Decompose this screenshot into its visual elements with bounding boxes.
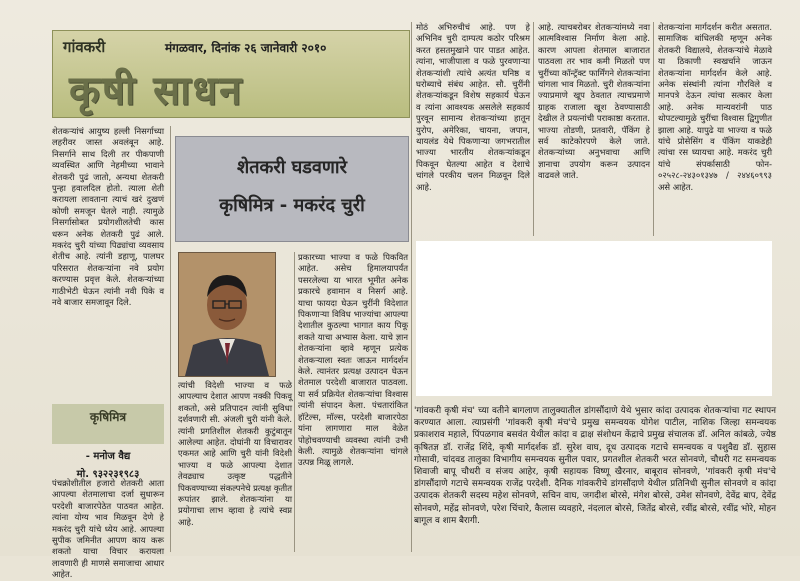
- column-divider: [294, 252, 295, 552]
- newspaper-brand: गांवकरी: [63, 38, 106, 56]
- issue-date: मंगळवार, दिनांक २६ जानेवारी २०१०: [165, 41, 327, 55]
- column-divider: [533, 22, 534, 236]
- column-label: कृषिमित्र: [89, 410, 127, 424]
- article-column-right-2: आहे. त्याचबरोबर शेतकऱ्यांमध्ये नवा आत्मविश्वास निर्माण केला आहे. कारण आपला शेतमाल बाजारात पाठवला तर भाव कमी मिळतो पण चुरींच्या कॉन्ट्रॅक्ट फार्मिंगने शेतकऱ्यांना चांगला भाव मिळतो. चुरी शेतकऱ्यांना ज्याप्रमाणे खूप ठेवतात त्याचप्रमाणे ग्राहक राजाला खूश ठेवण्यासाठी देखील ते प्रयत्नांची पराकाष्ठा करतात. भाज्या तोडणी, प्रतवारी, पॅकिंग हे सर्व काटेकोरपणे केले जाते. शेतकऱ्यांच्या अनुभवाचा आणि ज्ञानाचा उपयोग करून उत्पादन वाढवले जाते.: [538, 22, 650, 181]
- author-phone: मो. ९३२२३१९८३: [76, 469, 140, 480]
- article-column-right-3: शेतकऱ्यांना मार्गदर्शन करीत असतात. सामाजिक बांधिलकी म्हणून अनेक शेतकरी विद्यालये, शेतकऱ्यांचे मेळावे या ठिकाणी स्वखर्चाने जाऊन शेतकऱ्यांना मार्गदर्शन केले आहे. अनेक संस्थांनी त्यांना गौरविले व मानपत्रे देऊन त्यांचा सत्कार केला आहे. अनेक मान्यवरांनी पाठ थोपटल्यामुळे चुरींचा विश्वास द्विगुणीत झाला आहे. यापुढे या भाज्या व फळे यांचे प्रोसेसिंग व पॅकिंग याकडेही त्यांचा रस घ्यायचा आहे. मकरंद चुरी यांचे संपर्कासाठी फोन- ०२५२८-२४३०१३४७ / २४४६०९९३ असे आहेत.: [658, 22, 772, 192]
- portrait-illustration: [179, 253, 275, 376]
- article-column-middle-left: त्यांची विदेशी भाज्या व फळे आपल्याच देशात आपण नक्की पिकवू शकतो, असे प्रतिपादन त्यांनी सुविधा दर्शवणारी सी. अंजली चुरी यांनी केले. त्यांनी प्रगतिशील शेतकरी कुटुंबातून आलेल्या आहेत. दोघांनी या विचारावर एकमत आहे आणि चुरी यांनी विदेशी भाज्या व फळे आपल्या देशात तेवढ्याच उत्कृष्ट पद्धतीने पिकवण्याच्या संकल्पनेचे प्रत्यक्ष कृतीत रूपांतर झाले. शेतकऱ्यांना या प्रयोगाचा लाभ व्हावा हे त्यांचे स्वप्न आहे.: [178, 380, 292, 527]
- column-divider: [653, 22, 654, 236]
- author-name: - मनोज वैद्य: [85, 451, 131, 462]
- blank-photo-area: [416, 241, 772, 396]
- headline-line-1: शेतकरी घडवणारे: [237, 157, 347, 178]
- column-label-box: [52, 404, 164, 444]
- column-divider: [170, 126, 171, 552]
- article-column-left-lower: पंचक्रोशीतील हजारो शेतकरी आता आपल्या शेतमालाचा दर्जा सुधारून परदेशी बाजारपेठेत पाठवत आहेत. त्यांना योग्य भाव मिळवून देणे हे मकरंद चुरी यांचे ध्येय आहे. आपल्या सुपीक जमिनीत आपण काय करू शकतो याचा विचार करायला लावणारी ही माणसे समाजाचा आधार आहेत.: [52, 478, 164, 580]
- article-column-left: शेतकऱ्यांचं आयुष्य हल्ली निसर्गाच्या लहरीवर जास्त अवलंबून आहे. निसर्गाने साथ दिली तर पीकपाणी व्यवस्थित आणि नेहमीच्या भावाने शेतकरी पुढं जातो, अन्यथा शेतकरी पुन्हा हवालदिल होतो. त्याला शेती करायला लावताना त्याचं खरं दुखणं कोणी समजून घेतले नाही. त्यामुळे निसर्गासोबत प्रयोगशीलतेची कास धरून अनेक शेतकरी पुढं आले. मकरंद चुरी यांच्या पिढ्यांचा व्यवसाय शेतीच आहे. त्यांनी डहाणू, पालघर परिसरात शेतकऱ्यांना नवे प्रयोग करण्यास प्रवृत्त केले. शेतकऱ्यांच्या गाठीभेटी घेऊन त्यांनी नवी पिके व नवे बाजार समजावून दिले.: [52, 126, 164, 308]
- photo-caption: 'गांवकरी कृषी मंच' च्या वतीने बागलाण तालुक्यातील डांगसौंदाणे येथे भुसार कांदा उत्पादक शेतकऱ्यांचा गट स्थापन करण्यात आला. त्याप्रसंगी 'गांवकरी कृषी मंच'चे प्रमुख समन्वयक योगेश पाटील, नाशिक जिल्हा समन्वयक प्रकाशराव महाले, पिंपळगाव बसवंत येथील कांदा व द्राक्ष संशोधन केंद्राचे प्रमुख संचालक डॉ. अनिल कांबळे, ज्येष्ठ कृषितज्ञ डॉ. राजेंद्र शिंदे, कृषी मार्गदर्शक डॉ. सुरेश वाघ, दूध उत्पादक गटाचे समन्वयक व पशुवैद्य डॉ. सुहास गोसावी, चांदवड तालुका विभागीय समन्वयक सुनील पवार, प्रगतशील शेतकरी भरत सोनवणे, चौधरी गट समन्वयक शिवाजी बापू चौधरी व संजय आहेर, कृषी सहायक विष्णू खैरनार, बाबूराव सोनवणे, 'गांवकरी कृषी मंच'चे डांगसौंदाणे गटाचे समन्वयक राजेंद्र परदेशी. दैनिक गांवकरीचे डांगसौंदाणे येथील प्रतिनिधी सुनील सोनवणे व कांदा उत्पादक शेतकरी सदस्य महेश सोनवणे, सचिन वाघ, जगदीश बोरसे, मंगेश बोरसे, उमेश सोनवणे, देवेंद्र बाप, देवेंद्र सोनवणे, महेंद्र सोनवणे, परेश चिंचारे, कैलास व्यवहारे, नंदलाल बोरसे, जितेंद्र बोरसे, रवींद्र बोरसे, रवींद्र भोरे, मोहन बागूल व शाम बैरागी.: [414, 406, 776, 526]
- column-divider: [411, 22, 412, 552]
- article-column-middle-right: प्रकारच्या भाज्या व फळे पिकवित आहेत. असेच हिमालयापर्यंत पसरलेल्या या भारत भूमीत अनेक प्रकारचे हवामान व निसर्ग आहे. याचा फायदा घेऊन चुरींनी विदेशात पिकणाऱ्या विविध भाज्यांचा आपल्या देशातील कुठल्या भागात काय पिकू शकते याचा अभ्यास केला. याचे ज्ञान शेतकऱ्यांना व्हावे म्हणून प्रत्येक शेतकऱ्याला स्वतः जाऊन मार्गदर्शन केले. त्यानंतर प्रत्यक्ष उत्पादन घेऊन शेतमाल परदेशी बाजारात पाठवला. या सर्व प्रक्रियेत शेतकऱ्यांचा विश्वास त्यांनी संपादन केला. पंचतारांकित हॉटेल्स, मॉल्स, परदेशी बाजारपेठा यांना लागणारा माल वेळेत पोहोचवण्याची व्यवस्था त्यांनी उभी केली. त्यामुळे शेतकऱ्यांना चांगले उत्पन्न मिळू लागले.: [298, 252, 408, 468]
- headline-line-2: कृषिमित्र - मकरंद चुरी: [219, 195, 365, 216]
- section-title: कृषी साधन: [69, 68, 244, 114]
- portrait-photo: [178, 252, 276, 377]
- section-masthead: [52, 30, 410, 118]
- author-byline: [52, 448, 164, 480]
- headline-banner: [175, 136, 409, 242]
- article-column-right-1: मोठं अभिरुचीचं आहे. पण हे अभिनिव चुरी दाम्पत्य कठोर परिश्रम करत हसतमुखाने पार पाडत आहेत. त्यांना, भाजीपाला व फळे पुरवणाऱ्या शेतकऱ्यांशी त्यांचे अत्यंत घनिष्ठ व घरोब्याचे संबंध आहेत. सौ. चुरींनी शेतकऱ्यांकडून विशेष सहकार्य घेऊन व त्यांना आवश्यक असलेले सहकार्य पुरवून सामान्य शेतकऱ्यांच्या हातून युरोप, अमेरिका, चायना, जपान, थायलंड येथे पिकणाऱ्या जगभरातील भाज्या भारतीय शेतकऱ्यांकडून पिकवून घेतल्या आहेत व देशाचे चांगले परकीय चलन मिळवून दिले आहे.: [416, 22, 530, 192]
